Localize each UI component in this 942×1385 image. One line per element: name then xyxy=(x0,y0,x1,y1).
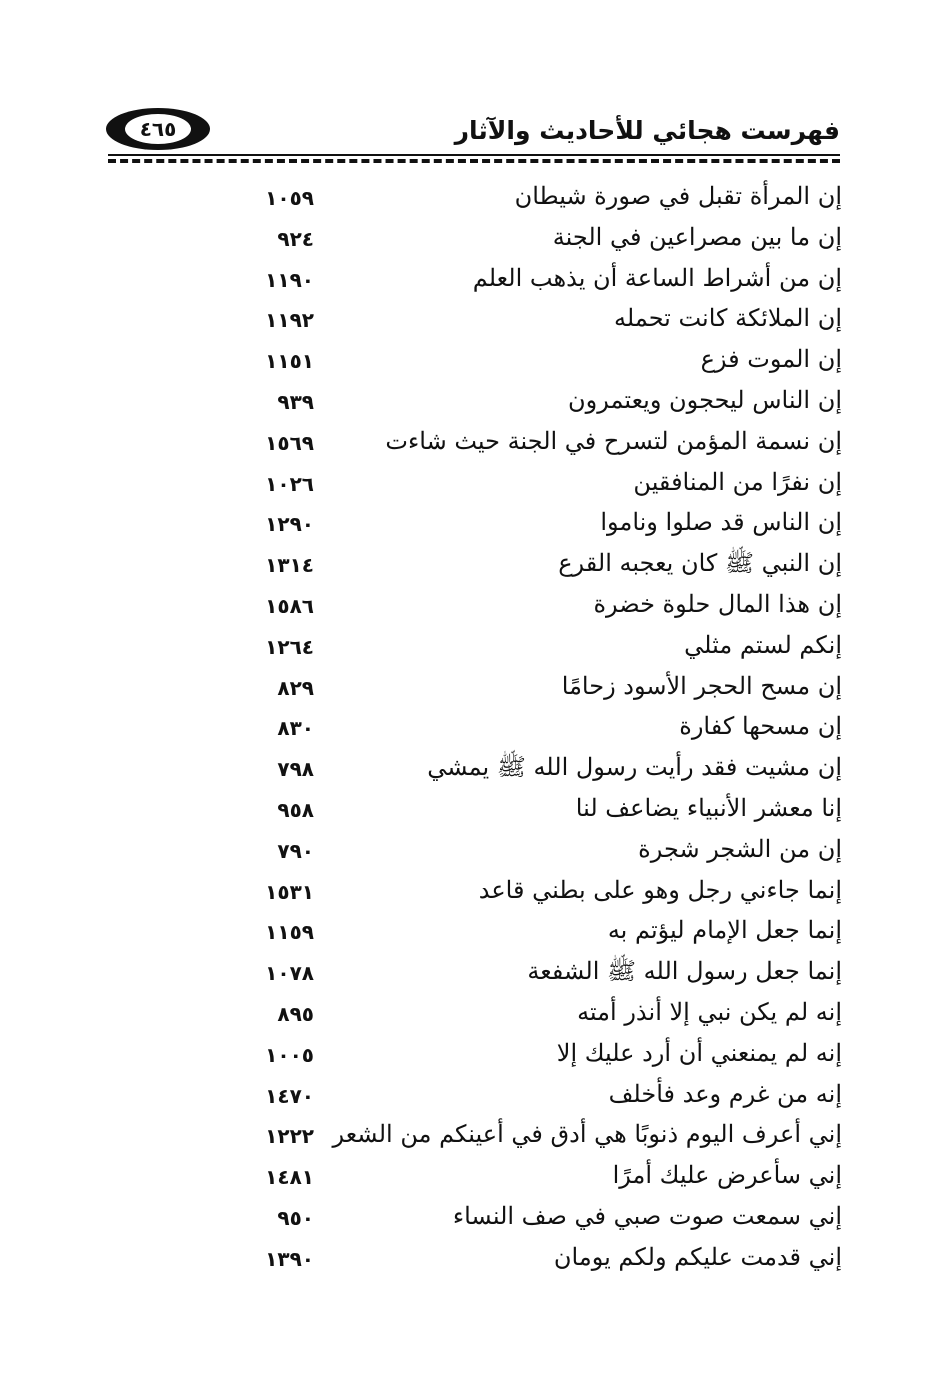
hadith-number: ٨٩٥ xyxy=(277,1001,314,1026)
hadith-text: إن النبي ﷺ كان يعجبه القرع xyxy=(558,549,842,578)
hadith-number: ١١٥١ xyxy=(265,349,314,374)
hadith-number: ١٤٧٠ xyxy=(265,1083,314,1108)
hadith-text: إن نفرًا من المنافقين xyxy=(633,467,842,496)
hadith-number: ١٤٨١ xyxy=(265,1165,314,1190)
hadith-number: ٩٢٤ xyxy=(277,226,314,251)
hadith-text: إن الناس قد صلوا وناموا xyxy=(600,508,842,537)
index-entry xyxy=(230,177,842,218)
index-entry xyxy=(230,218,842,259)
hadith-text: إن من أشراط الساعة أن يذهب العلم xyxy=(472,263,842,292)
index-entry xyxy=(230,789,842,830)
hadith-number: ١١٩٠ xyxy=(265,267,314,292)
index-entry xyxy=(230,1075,842,1116)
hadith-text: إن الملائكة كانت تحمله xyxy=(614,304,842,333)
index-entry xyxy=(230,1197,842,1238)
hadith-text: إنا معشر الأنبياء يضاعف لنا xyxy=(575,793,842,822)
index-entry xyxy=(230,299,842,340)
index-entry xyxy=(230,544,842,585)
hadith-number: ١١٩٢ xyxy=(265,308,314,333)
page-header xyxy=(100,102,840,162)
hadith-text: إنكم لستم مثلي xyxy=(684,630,842,659)
hadith-number: ٨٢٩ xyxy=(277,675,314,700)
hadith-number: ٩٥٠ xyxy=(277,1205,314,1230)
hadith-number: ١٣٩٠ xyxy=(265,1246,314,1271)
hadith-number: ٧٩٨ xyxy=(277,757,314,782)
index-entry xyxy=(230,1115,842,1156)
hadith-text: إنما جاءني رجل وهو على بطني قاعد xyxy=(478,875,842,904)
hadith-text: إن الناس ليحجون ويعتمرون xyxy=(568,385,842,414)
index-entry xyxy=(230,830,842,871)
index-entry xyxy=(230,1034,842,1075)
hadith-text: إني سمعت صوت صبي في صف النساء xyxy=(452,1201,842,1230)
hadith-text: إن مسح الحجر الأسود زحامًا xyxy=(561,671,842,700)
hadith-number: ١٢٩٠ xyxy=(265,512,314,537)
hadith-number: ٩٣٩ xyxy=(277,389,314,414)
hadith-text: إنه لم يكن نبي إلا أنذر أمته xyxy=(577,997,842,1026)
index-entry xyxy=(230,585,842,626)
hadith-number: ١٥٣١ xyxy=(265,879,314,904)
index-entry xyxy=(230,707,842,748)
index-entry xyxy=(230,463,842,504)
hadith-text: إنما جعل الإمام ليؤتم به xyxy=(607,916,842,945)
hadith-number: ٩٥٨ xyxy=(277,797,314,822)
running-title: فهرست هجائي للأحاديث والآثار xyxy=(454,116,840,145)
index-entry xyxy=(230,1238,842,1279)
index-entry xyxy=(230,952,842,993)
hadith-text: إن مسحها كفارة xyxy=(679,712,842,741)
page-number: ٤٦٥ xyxy=(125,114,191,144)
hadith-number: ١٠٢٦ xyxy=(265,471,314,496)
hadith-text: إنما جعل رسول الله ﷺ الشفعة xyxy=(527,957,842,986)
hadith-number: ١٢٢٢ xyxy=(265,1124,314,1149)
hadith-text: إن الموت فزع xyxy=(700,345,842,374)
index-entry xyxy=(230,911,842,952)
hadith-text: إني سأعرض عليك أمرًا xyxy=(612,1161,842,1190)
hadith-number: ١٥٦٩ xyxy=(265,430,314,455)
index-entry xyxy=(230,381,842,422)
hadith-number: ١٠٠٥ xyxy=(265,1042,314,1067)
hadith-text: إن ما بين مصراعين في الجنة xyxy=(552,222,842,251)
hadith-number: ١١٥٩ xyxy=(265,920,314,945)
index-entry xyxy=(230,748,842,789)
hadith-text: إني أعرف اليوم ذنوبًا هي أدق في أعينكم من الشعر xyxy=(332,1120,842,1149)
index-entry xyxy=(230,871,842,912)
index-entry xyxy=(230,1156,842,1197)
index-entries xyxy=(230,177,842,1279)
hadith-text: إن هذا المال حلوة خضرة xyxy=(593,589,842,618)
index-entry xyxy=(230,422,842,463)
hadith-text: إني قدمت عليكم ولكم يومان xyxy=(553,1242,842,1271)
hadith-text: إن مشيت فقد رأيت رسول الله ﷺ يمشي xyxy=(427,753,842,782)
index-entry xyxy=(230,259,842,300)
index-entry xyxy=(230,993,842,1034)
hadith-text: إنه لم يمنعني أن أرد عليك إلا xyxy=(556,1038,842,1067)
hadith-number: ١٢٦٤ xyxy=(265,634,314,659)
hadith-text: إن المرأة تقبل في صورة شيطان xyxy=(514,182,842,210)
header-rule xyxy=(108,154,840,156)
index-entry xyxy=(230,626,842,667)
hadith-text: إن نسمة المؤمن لتسرح في الجنة حيث شاءت xyxy=(385,426,842,455)
hadith-text: إن من الشجر شجرة xyxy=(638,834,842,863)
hadith-text: إنه من غرم وعد فأخلف xyxy=(608,1079,842,1108)
index-entry xyxy=(230,503,842,544)
hadith-number: ١٥٨٦ xyxy=(265,593,314,618)
hadith-number: ٧٩٠ xyxy=(277,838,314,863)
hadith-number: ٨٣٠ xyxy=(277,716,314,741)
hadith-number: ١٣١٤ xyxy=(265,553,314,578)
index-entry xyxy=(230,340,842,381)
page-number-badge xyxy=(106,108,210,150)
index-entry xyxy=(230,667,842,708)
header-dashed-rule xyxy=(108,159,840,163)
hadith-number: ١٠٧٨ xyxy=(265,961,314,986)
hadith-number: ١٠٥٩ xyxy=(265,186,314,210)
